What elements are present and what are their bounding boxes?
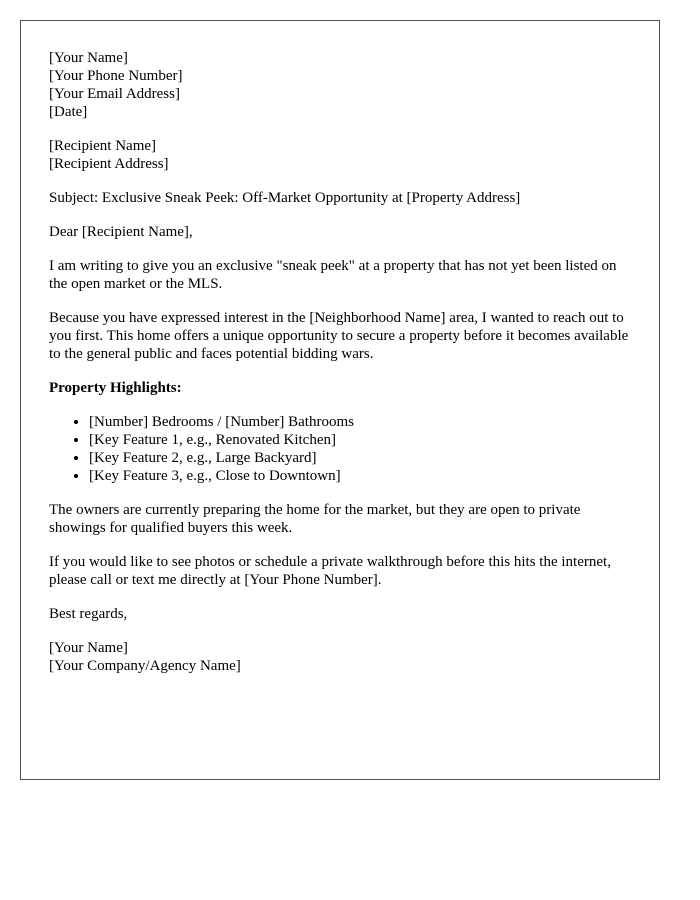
signature-block [49, 639, 634, 675]
highlights-heading: Property Highlights: [49, 380, 182, 396]
list-item: • [Key Feature 1, e.g., Renovated Kitchen] [89, 431, 634, 449]
sender-block [49, 49, 634, 121]
list-item: • [Key Feature 3, e.g., Close to Downtown] [89, 467, 634, 485]
signature-company: [Your Company/Agency Name] [49, 658, 241, 674]
recipient-name: [Recipient Name] [49, 138, 157, 154]
sender-phone: [Your Phone Number] [49, 68, 183, 84]
subject-line: Subject: Exclusive Sneak Peek: Off-Market Opportunity at [Property Address] [49, 190, 521, 206]
recipient-block [49, 137, 634, 173]
interest-paragraph: Because you have expressed interest in the [Neighborhood Name] area, I wanted to reach out to you first. This home offers a unique opportunity to secure a property before it becomes available to the general public and faces potential bidding wars. [49, 310, 629, 362]
salutation: Dear [Recipient Name], [49, 224, 193, 240]
list-item: • [Key Feature 2, e.g., Large Backyard] [89, 449, 634, 467]
letter-page [20, 20, 660, 780]
list-item: • [Number] Bedrooms / [Number] Bathrooms [89, 413, 634, 431]
signoff: Best regards, [49, 606, 128, 622]
sender-name: [Your Name] [49, 50, 128, 66]
owners-paragraph: The owners are currently preparing the home for the market, but they are open to private showings for qualified buyers this week. [49, 502, 581, 536]
signature-name: [Your Name] [49, 640, 128, 656]
intro-paragraph: I am writing to give you an exclusive "sneak peek" at a property that has not yet been listed on the open market or the MLS. [49, 258, 617, 292]
recipient-address: [Recipient Address] [49, 156, 169, 172]
sender-email: [Your Email Address] [49, 86, 180, 102]
highlights-list [49, 413, 634, 485]
letter-date: [Date] [49, 104, 88, 120]
letter-body [49, 49, 634, 691]
contact-paragraph: If you would like to see photos or schedule a private walkthrough before this hits the internet, please call or text me directly at [Your Phone Number]. [49, 554, 611, 588]
